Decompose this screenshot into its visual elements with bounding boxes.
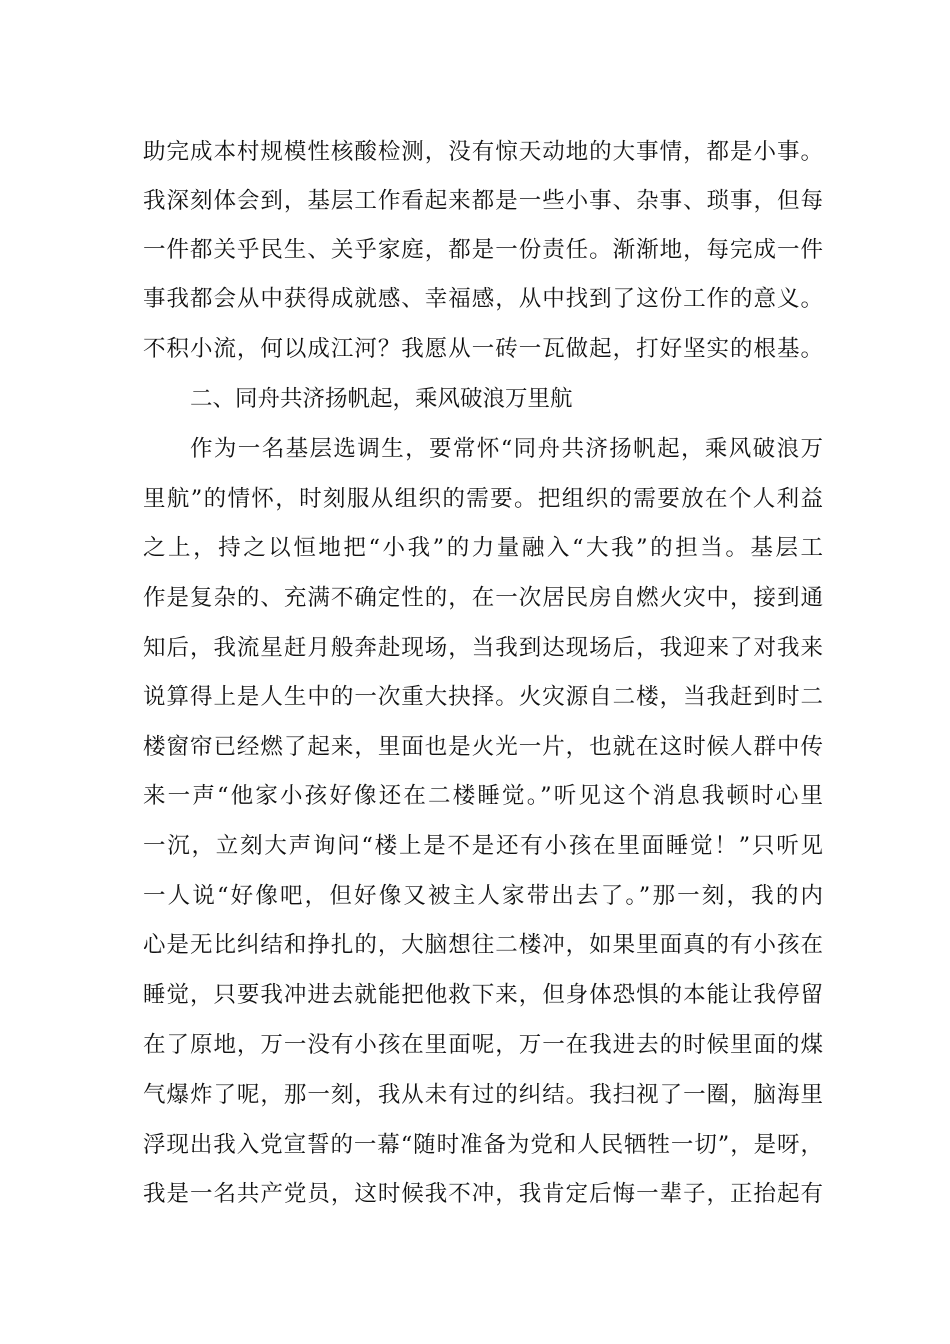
body-text-line: 知后，我流星赶月般奔赴现场，当我到达现场后，我迎来了对我来	[143, 635, 823, 661]
paragraph-first-line: 作为一名基层选调生，要常怀“同舟共济扬帆起，乘风破浪万	[190, 436, 823, 462]
body-text-line: 浮现出我入党宣誓的一幕“随时准备为党和人民牺牲一切”，是呀，	[143, 1132, 823, 1158]
body-text-line: 作是复杂的、充满不确定性的，在一次居民房自燃火灾中，接到通	[143, 585, 823, 611]
section-heading: 二、同舟共济扬帆起，乘风破浪万里航	[190, 386, 573, 412]
body-text-line: 睡觉，只要我冲进去就能把他救下来，但身体恐惧的本能让我停留	[143, 982, 823, 1008]
body-text-line: 在了原地，万一没有小孩在里面呢，万一在我进去的时候里面的煤	[143, 1032, 823, 1058]
body-text-line: 来一声“他家小孩好像还在二楼睡觉。”听见这个消息我顿时心里	[143, 783, 823, 809]
body-text-line: 事我都会从中获得成就感、幸福感，从中找到了这份工作的意义。	[143, 286, 823, 312]
body-text-line: 我是一名共产党员，这时候我不冲，我肯定后悔一辈子，正抬起有	[143, 1181, 823, 1207]
body-text-line: 我深刻体会到，基层工作看起来都是一些小事、杂事、琐事，但每	[143, 188, 823, 214]
body-text-line: 楼窗帘已经燃了起来，里面也是火光一片，也就在这时候人群中传	[143, 734, 823, 760]
body-text-line: 一件都关乎民生、关乎家庭，都是一份责任。渐渐地，每完成一件	[143, 237, 823, 263]
body-text-line: 一人说“好像吧，但好像又被主人家带出去了。”那一刻，我的内	[143, 883, 823, 909]
body-text-line: 助完成本村规模性核酸检测，没有惊天动地的大事情，都是小事。	[143, 139, 823, 165]
body-text-line: 说算得上是人生中的一次重大抉择。火灾源自二楼，当我赶到时二	[143, 684, 823, 710]
body-text-line: 一沉，立刻大声询问“楼上是不是还有小孩在里面睡觉！”只听见	[143, 833, 823, 859]
body-text-line: 里航”的情怀，时刻服从组织的需要。把组织的需要放在个人利益	[143, 486, 823, 512]
body-text-line: 心是无比纠结和挣扎的，大脑想往二楼冲，如果里面真的有小孩在	[143, 932, 823, 958]
body-text-line: 气爆炸了呢，那一刻，我从未有过的纠结。我扫视了一圈，脑海里	[143, 1082, 823, 1108]
body-text-line: 不积小流，何以成江河？我愿从一砖一瓦做起，打好坚实的根基。	[143, 336, 823, 362]
body-text-line: 之上，持之以恒地把“小我”的力量融入“大我”的担当。基层工	[143, 535, 823, 561]
